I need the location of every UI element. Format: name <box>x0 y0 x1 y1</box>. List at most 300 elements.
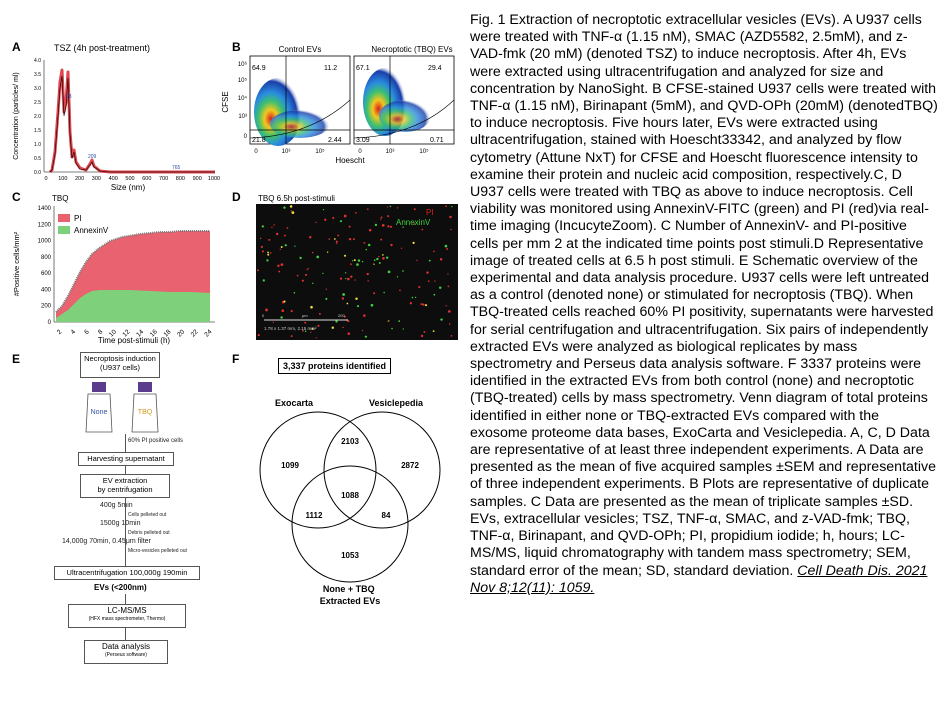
cell-dot <box>391 328 392 329</box>
cell-dot <box>276 233 278 235</box>
cell-dot <box>422 303 424 305</box>
panel-b-xtick: 0 <box>358 149 362 155</box>
flask-tbq-label: TBQ <box>137 409 153 416</box>
cell-dot <box>319 313 321 315</box>
cell-dot <box>354 279 355 280</box>
cell-dot <box>387 215 389 217</box>
venn-count-exo-tbq: 1112 <box>305 511 323 520</box>
panel-f-header: 3,337 proteins identified <box>278 358 391 374</box>
panel-a-xtick: 700 <box>159 176 169 182</box>
cell-dot <box>340 220 342 222</box>
cell-dot <box>312 252 314 254</box>
cell-dot <box>344 255 346 257</box>
panel-b-ytick: 10⁴ <box>237 96 247 102</box>
quadrant-lr-control: 2.44 <box>328 137 342 144</box>
panel-a-xtick: 0 <box>44 176 48 182</box>
cell-dot <box>429 260 431 262</box>
cell-dot <box>388 271 391 274</box>
cell-dot <box>410 302 412 304</box>
cell-dot <box>362 261 363 262</box>
cell-dot <box>367 208 369 210</box>
panel-c-xtick: 22 <box>189 328 200 339</box>
cell-dot <box>440 258 443 261</box>
cell-dot <box>345 278 346 279</box>
panel-a-xtick: 400 <box>108 176 118 182</box>
cell-dot <box>294 292 296 294</box>
cell-dot <box>336 241 338 243</box>
cell-dot <box>398 320 400 322</box>
cell-dot <box>349 238 351 240</box>
panel-d-legend-pi: PI <box>426 208 434 217</box>
cell-dot <box>302 280 304 282</box>
panel-b-xtick: 0 <box>254 149 258 155</box>
harvest-box: Harvesting supernatant <box>78 452 174 466</box>
peak-label-765: 765 <box>172 165 181 171</box>
panel-b-ytick: 10⁵ <box>237 78 247 84</box>
scale-zero: 0 <box>262 313 265 318</box>
cell-dot <box>347 303 349 305</box>
panel-a-xtick: 1000 <box>207 176 220 182</box>
cell-dot <box>271 227 272 228</box>
venn-count-ves-tbq: 84 <box>381 511 391 520</box>
cell-dot <box>448 286 450 288</box>
cell-dot <box>401 248 402 249</box>
cell-dot <box>305 274 307 276</box>
cell-dot <box>268 239 270 241</box>
cell-dot <box>291 310 293 312</box>
cell-dot <box>426 271 428 273</box>
panel-e-letter: E <box>12 352 21 366</box>
panel-c-title: TBQ <box>52 194 69 203</box>
cell-dot <box>397 207 398 208</box>
cell-dot <box>368 244 370 246</box>
cell-dot <box>265 309 268 312</box>
cell-dot <box>281 246 283 248</box>
legend-annexin-label: AnnexinV <box>74 226 109 235</box>
figure-caption <box>470 12 938 597</box>
flask-none-label: None <box>90 409 108 416</box>
lcms-title: LC-MS/MS <box>107 606 147 615</box>
cell-dot <box>329 238 331 240</box>
panel-c-xtick: 16 <box>148 328 159 339</box>
quadrant-ur-tbq: 29.4 <box>428 65 442 72</box>
cell-dot <box>287 227 289 229</box>
evs-label: EVs (<200nm) <box>94 583 147 592</box>
cell-dot <box>390 244 392 246</box>
cell-dot <box>280 249 281 250</box>
size-distribution-mean <box>50 76 215 172</box>
panel-c-xtick: 18 <box>162 328 173 339</box>
plot-title-control: Control EVs <box>278 45 322 54</box>
panel-a-xtick: 600 <box>142 176 152 182</box>
panel-c-ytick: 400 <box>40 287 51 294</box>
scale-max: 200 <box>338 313 345 318</box>
cell-dot <box>291 335 293 337</box>
panel-c-xtick: 2 <box>55 328 64 336</box>
cell-dot <box>342 327 343 328</box>
cell-dot <box>258 334 260 336</box>
cell-dot <box>386 256 388 258</box>
panel-a-ytick: 1.0 <box>34 142 41 148</box>
cell-dot <box>425 304 427 306</box>
cell-dot <box>326 289 327 290</box>
panel-b-xtick: 10⁵ <box>315 149 325 155</box>
cell-dot <box>284 235 286 237</box>
cell-dot <box>445 245 448 248</box>
panel-c-ytick: 600 <box>40 271 51 278</box>
cell-dot <box>349 226 351 228</box>
venn-count-exo-ves: 2103 <box>341 437 359 446</box>
cell-dot <box>310 306 313 309</box>
panel-f-letter: F <box>232 352 240 366</box>
legend-pi-label: PI <box>74 214 82 223</box>
analysis-subtitle: (Perseus software) <box>105 652 147 658</box>
cell-dot <box>347 332 350 335</box>
cell-dot <box>382 254 384 256</box>
cell-dot <box>342 297 344 299</box>
cell-dot <box>375 224 377 226</box>
cell-dot <box>263 279 265 281</box>
cell-dot <box>387 321 389 323</box>
cell-dot <box>292 211 295 214</box>
cell-dot <box>416 260 417 261</box>
cell-dot <box>373 264 374 265</box>
caption-text: Fig. 1 Extraction of necroptotic extracellular vesicles (EVs). A U937 cells were treated with TNF-α (1.15 nM), SMAC (AZD5582, 2.5mM), and z-VAD-fmk (20 mM) (denoted TSZ) to induce necroptosis. After 4h, EVs were extracted using ultracentrifugation and analyzed for size and concentration by NanoSight. B CFSE-stained U937 cells were treated with TNF-α (1.15 nM), Birinapant (5mM), and QVD-OPh (20mM) (denotedTBQ) to induce necroptosis. Five hours later, EVs were extracted using ultracentrifugation, stained with Hoescht33342, and analyzed by flow cytometry (Attune NxT) for CFSE and Hoescht fluorescence intensity to examine their protein and nucleic acid composition, respectively.C, D U937 cells were treated with TBQ as above to induce necroptosis. Cell viability was monitored using AnnexinV-FITC (green) and PI (red)via real-time imaging (IncucyteZoom). C Number of AnnexinV- and PI-positive cells per mm 2 at the indicated time points post stimuli.D Representative image of treated cells at 6.5 h post stimuli. E Schematic overview of the experimental and data analysis procedure. U937 cells were left untreated as a control (denoted none) or stimulated for necroptosis (TBQ). When TBQ-treated cells reached 60% PI positivity, supernatants were harvested for serial centrifugation and ultracentrifugation. Six pairs of independently extracted EVs were analyzed as biological replicates by mass spectrometry and Perseus data analysis software. F 3337 proteins were identified in the extracted EVs from both control (none) and necroptotic (TBQ-treated) cells by mass spectrometry. Venn diagram of total proteins identified in either none or TBQ-extracted EVs compared with the exosome proteome data bases, ExoCarta and Vesiclepedia. A, C, D Data are representative of at least three independent experiments. A Data are presented as the mean of five acquired samples ±SEM and representative of three independent experiments. B Plots are representative of duplicate samples. C Data are presented as the mean of triplicate samples ±SD. EVs, extracellular vesicles; TSZ, TNF-α, SMAC, and z-VAD-fmk; TBQ, TNF-α, Birinapant, and QVD-OPh; PI, propidium iodide; h, hours; LC-MS/MS, liquid chromatography with tandem mass spectrometry; SEM, standard error of the mean; SD, standard deviation. <box>470 12 938 579</box>
panel-c-ytick: 1400 <box>37 206 51 212</box>
panel-c-ytick: 1200 <box>37 222 51 229</box>
note-pi-positive: 60% PI positive cells <box>128 438 184 444</box>
panel-b-xlabel: Hoescht <box>335 156 365 165</box>
cell-dot <box>345 272 346 273</box>
cell-dot <box>344 215 347 218</box>
scale-unit: μm <box>302 313 308 318</box>
cell-dot <box>353 238 355 240</box>
cell-dot <box>327 252 328 253</box>
panel-a-ytick: 2.5 <box>34 100 41 106</box>
panel-a-ytick: 2.0 <box>34 114 41 120</box>
cell-dot <box>449 216 452 219</box>
panel-a-xlabel: Size (nm) <box>110 183 146 192</box>
cell-dot <box>322 273 323 274</box>
panel-a-ytick: 3.0 <box>34 86 41 92</box>
venn-count-exo-only: 1099 <box>281 461 299 470</box>
venn-count-ves-only: 2872 <box>401 461 419 470</box>
cell-dot <box>399 290 401 292</box>
panel-a-xtick: 300 <box>91 176 101 182</box>
cell-dot <box>280 316 282 318</box>
cell-dot <box>451 206 452 207</box>
cell-dot <box>310 332 311 333</box>
panel-c-ytick: 0 <box>47 320 51 326</box>
cell-dot <box>299 257 301 259</box>
cell-dot <box>433 330 435 332</box>
quadrant-ur-control: 11.2 <box>324 65 338 72</box>
cell-dot <box>383 292 385 294</box>
lcms-box <box>68 604 186 628</box>
cell-dot <box>445 205 447 207</box>
cell-dot <box>325 298 327 300</box>
cell-dot <box>347 278 350 281</box>
venn-count-tbq-only: 1053 <box>341 551 359 560</box>
cell-dot <box>367 273 369 275</box>
cell-dot <box>315 222 316 223</box>
panel-d-title: TBQ 6.5h post-stimuli <box>258 194 335 203</box>
cell-dot <box>281 309 284 312</box>
cell-dot <box>335 320 337 322</box>
panel-c-xtick: 24 <box>203 328 214 339</box>
panel-b-xtick: 10³ <box>385 149 395 155</box>
cell-dot <box>337 235 339 237</box>
cell-dot <box>262 250 264 252</box>
cell-dot <box>260 238 261 239</box>
panel-a-title: TSZ (4h post-treatment) <box>54 43 151 53</box>
analysis-title: Data analysis <box>101 642 151 651</box>
cell-dot <box>355 212 357 214</box>
cell-dot <box>376 258 378 260</box>
panel-b-xtick: 10³ <box>281 149 291 155</box>
cell-dot <box>297 275 299 277</box>
cell-dot <box>421 335 423 337</box>
quadrant-lr-tbq: 0.71 <box>430 137 444 144</box>
cell-dot <box>336 243 337 244</box>
cell-dot <box>261 246 263 248</box>
cell-dot <box>412 242 414 244</box>
venn-label-none-tbq: None + TBQ Extracted EVs <box>319 584 381 606</box>
panel-c-xtick: 20 <box>176 328 187 339</box>
cell-dot <box>382 224 385 227</box>
panel-c-ylabel: #Positive cells/mm² <box>12 231 21 297</box>
cell-dot <box>278 271 280 273</box>
panel-b-letter: B <box>232 40 241 54</box>
panel-f-venn <box>228 396 468 616</box>
panel-a-ytick: 0.5 <box>34 156 41 162</box>
cell-dot <box>291 210 292 211</box>
cell-dot <box>312 283 313 284</box>
panel-c-ytick: 1000 <box>37 238 51 245</box>
panel-b-flow-plots <box>220 42 460 167</box>
cell-dot <box>285 244 287 246</box>
panel-a-letter: A <box>12 40 21 54</box>
panel-b-xtick: 10⁵ <box>419 149 429 155</box>
panel-c-xtick: 8 <box>96 328 105 336</box>
cell-dot <box>366 249 367 250</box>
cell-dot <box>266 259 268 261</box>
panel-c-xtick: 12 <box>121 328 132 339</box>
spin-2: 1500g 10min <box>100 520 141 527</box>
cell-dot <box>369 229 372 232</box>
cell-dot <box>290 205 293 208</box>
panel-a-xtick: 100 <box>58 176 68 182</box>
panel-a-xtick: 500 <box>125 176 135 182</box>
cell-dot <box>374 259 376 261</box>
cell-dot <box>309 236 311 238</box>
panel-c-chart <box>10 194 220 346</box>
extraction-box: EV extraction by centrifugation <box>80 474 170 498</box>
cell-dot <box>273 224 274 225</box>
cell-dot <box>267 252 269 254</box>
analysis-box <box>84 640 168 664</box>
cell-dot <box>323 209 324 210</box>
note-microvesicles-pelleted: Micro-vesicles pelleted out <box>128 548 187 554</box>
cell-dot <box>433 294 435 296</box>
cell-dot <box>334 238 336 240</box>
cell-dot <box>433 251 435 253</box>
panel-b-ylabel: CFSE <box>221 91 230 113</box>
cell-dot <box>367 280 368 281</box>
cell-dot <box>363 314 366 317</box>
panel-d-legend-annexin: AnnexinV <box>396 218 431 227</box>
panel-a-xtick: 200 <box>75 176 85 182</box>
cell-dot <box>316 256 319 259</box>
cell-dot <box>445 305 446 306</box>
cell-dot <box>317 325 319 327</box>
cell-dot <box>380 239 382 241</box>
cell-dot <box>277 265 279 267</box>
cell-dot <box>304 322 306 324</box>
cell-dot <box>308 268 309 269</box>
panel-a-ytick: 1.5 <box>34 128 41 134</box>
spin-1: 400g 5min <box>100 502 133 509</box>
panel-a-xtick: 900 <box>192 176 202 182</box>
cell-dot <box>294 246 295 247</box>
cell-dot <box>448 310 451 313</box>
panel-c-xlabel: Time post-stimuli (h) <box>97 336 171 345</box>
cell-dot <box>283 206 285 208</box>
panel-d-microscopy <box>226 194 462 344</box>
cell-dot <box>439 287 441 289</box>
cell-dot <box>358 259 360 261</box>
cell-dot <box>273 322 274 323</box>
quadrant-ul-tbq: 67.1 <box>356 65 370 72</box>
cell-dot <box>382 257 385 260</box>
panel-c-letter: C <box>12 190 21 204</box>
cell-dot <box>423 331 425 333</box>
cell-dot <box>324 219 326 221</box>
quadrant-ll-control: 21.8 <box>252 137 266 144</box>
panel-a-ytick: 0.0 <box>34 170 41 176</box>
quadrant-ul-control: 64.9 <box>252 65 266 72</box>
cell-dot <box>403 328 404 329</box>
scale-caption: 1.78 x 1.37 mm, 2.15 mm² <box>264 326 317 331</box>
peak-label-98: 98 <box>66 94 72 100</box>
panel-e-flowchart <box>40 352 220 692</box>
caption-citation[interactable]: Cell Death Dis. 2021 Nov 8;12(11): 1059. <box>470 562 928 596</box>
panel-c-xtick: 14 <box>135 328 146 339</box>
panel-b-ytick: 10⁶ <box>237 62 247 68</box>
plot-title-tbq: Necroptotic (TBQ) EVs <box>371 45 453 54</box>
panel-c-ytick: 200 <box>40 303 51 310</box>
cell-dot <box>449 323 451 325</box>
cell-dot <box>440 318 442 320</box>
panel-a-chart <box>10 42 220 192</box>
panel-a-ytick: 3.5 <box>34 72 41 78</box>
panel-a-ytick: 4.0 <box>34 58 41 64</box>
cell-dot <box>422 229 424 231</box>
cell-dot <box>357 305 359 307</box>
panel-d-letter: D <box>232 190 241 204</box>
panel-c-ytick: 800 <box>40 254 51 261</box>
cell-dot <box>340 278 342 280</box>
cell-dot <box>397 276 398 277</box>
cell-dot <box>402 270 404 272</box>
cell-dot <box>434 280 435 281</box>
cell-dot <box>381 216 383 218</box>
cell-dot <box>270 252 272 254</box>
cell-dot <box>387 225 389 227</box>
spin-3: 14,000g 70min, 0.45μm filter <box>62 538 151 545</box>
cell-dot <box>428 280 430 282</box>
panel-b-ytick: 0 <box>243 134 247 140</box>
panel-a-xtick: 800 <box>175 176 185 182</box>
cell-dot <box>450 229 451 230</box>
cell-dot <box>332 217 334 219</box>
cell-dot <box>281 263 284 266</box>
cell-dot <box>332 327 334 329</box>
cell-dot <box>414 208 416 210</box>
ultracentrifugation-box: Ultracentrifugation 100,000g 190min <box>54 566 200 580</box>
cell-dot <box>412 297 414 299</box>
cell-dot <box>387 206 388 207</box>
cell-dot <box>306 269 307 270</box>
cell-dot <box>262 225 264 227</box>
peak-label-209: 209 <box>88 154 97 160</box>
cell-dot <box>363 242 365 244</box>
cell-dot <box>356 263 359 266</box>
venn-count-all: 1088 <box>341 491 359 500</box>
flasks <box>80 380 170 440</box>
cell-dot <box>390 206 392 208</box>
venn-none-tbq <box>292 466 408 582</box>
cell-dot <box>350 276 352 278</box>
venn-label-vesiclepedia: Vesiclepedia <box>368 398 424 408</box>
cell-dot <box>379 262 381 264</box>
quadrant-ll-tbq: 3.09 <box>356 137 370 144</box>
cell-dot <box>390 226 392 228</box>
cell-dot <box>418 286 420 288</box>
cell-dot <box>352 260 353 261</box>
panel-c-xtick: 4 <box>69 328 78 336</box>
venn-label-exocarta: Exocarta <box>274 398 314 408</box>
cell-dot <box>316 337 317 338</box>
panel-c-xtick: 10 <box>107 328 118 339</box>
cell-dot <box>447 273 448 274</box>
lcms-subtitle: (HFX mass spectrometer, Thermo) <box>88 616 166 622</box>
cell-dot <box>355 298 357 300</box>
cell-dot <box>350 263 352 265</box>
cell-dot <box>371 304 374 307</box>
panel-c-xtick: 6 <box>83 328 91 336</box>
cell-dot <box>257 269 259 271</box>
cell-dot <box>365 336 367 338</box>
cell-dot <box>415 297 416 298</box>
panel-a-ylabel: Concentration (particles/ ml) <box>13 72 20 160</box>
cell-dot <box>342 293 345 296</box>
cell-dot <box>373 292 375 294</box>
cell-dot <box>362 330 363 331</box>
cell-dot <box>451 335 453 337</box>
cell-dot <box>267 254 269 256</box>
cell-dot <box>283 300 285 302</box>
cell-dot <box>446 248 448 250</box>
induction-box: Necroptosis induction (U937 cells) <box>80 352 160 378</box>
legend-pi-swatch <box>58 214 70 222</box>
cell-dot <box>354 259 356 261</box>
cell-dot <box>378 256 379 257</box>
panel-b-ytick: 10³ <box>238 114 247 120</box>
note-cells-pelleted: Cells pelleted out <box>128 512 167 518</box>
legend-annexin-swatch <box>58 226 70 234</box>
cell-dot <box>380 218 381 219</box>
